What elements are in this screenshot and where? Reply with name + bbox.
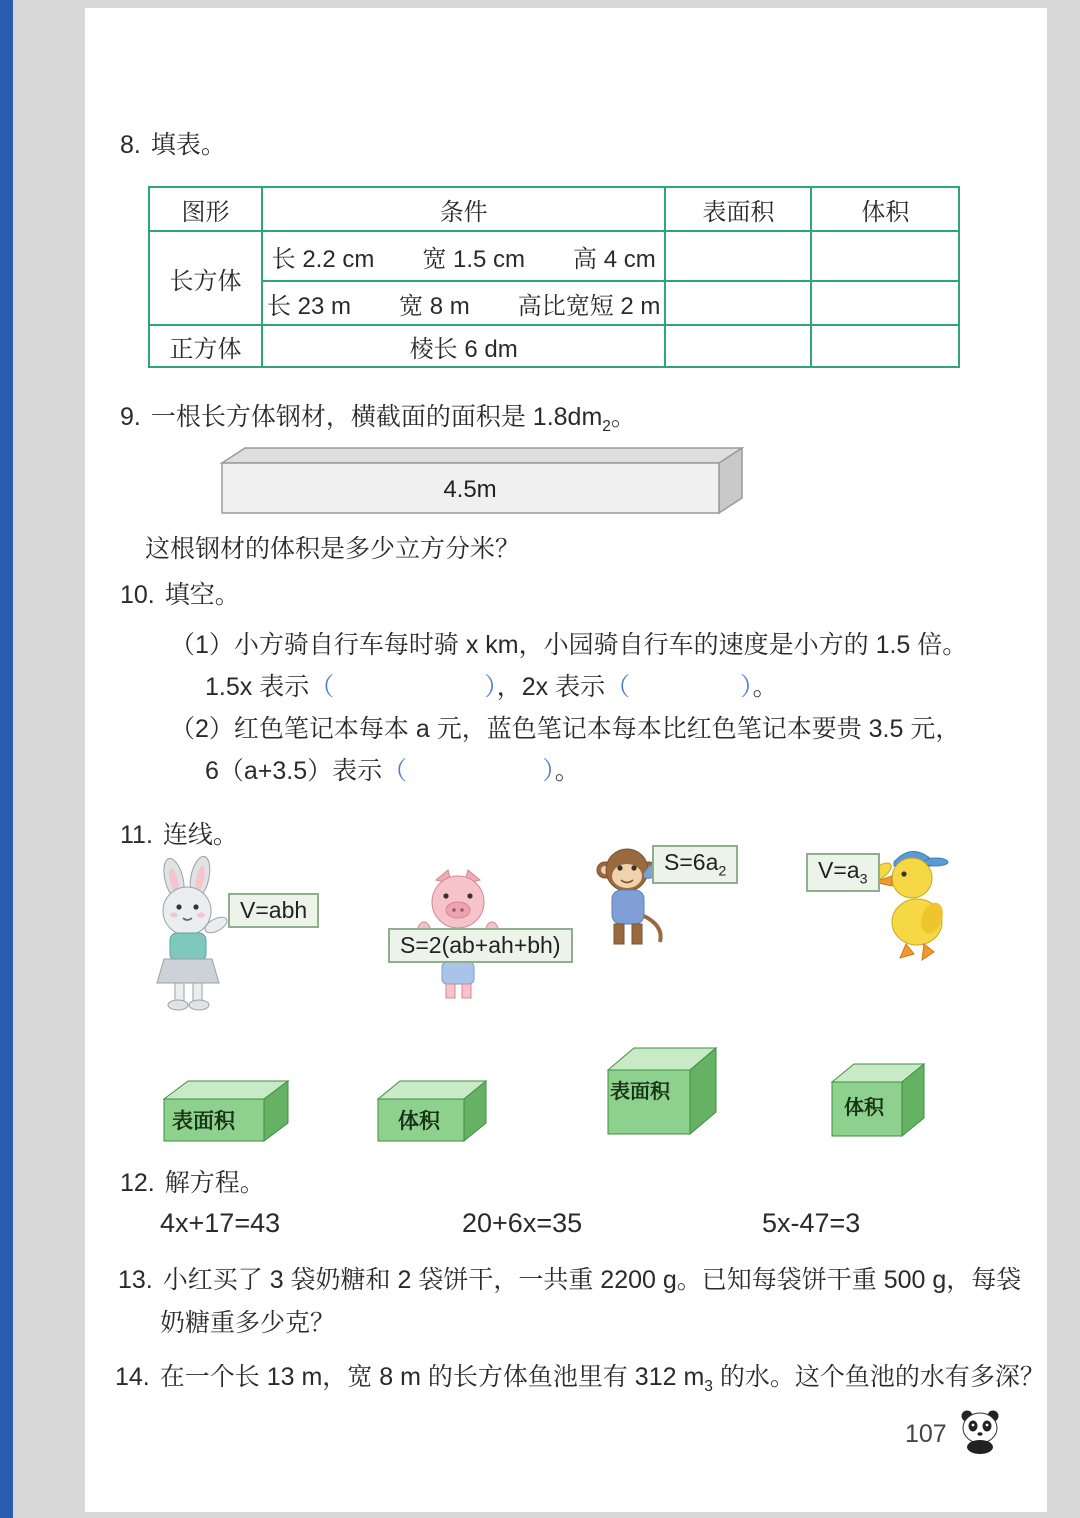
cell-volume-3: [811, 325, 959, 367]
q9-question: 这根钢材的体积是多少立方分米？: [145, 535, 521, 563]
formula-s-6a2-exp: 2: [718, 863, 727, 880]
formula-v-a3-exp: 3: [859, 871, 868, 888]
panda-icon: [955, 1408, 1005, 1454]
q11-title: 连线。: [162, 821, 238, 849]
header-surface-area: 表面积: [665, 187, 811, 231]
blank-paren-open: （: [309, 673, 335, 701]
q12-heading: [120, 1166, 265, 1200]
table-row: [149, 281, 959, 325]
cube-volume-2: [826, 1056, 931, 1141]
solid-label-surface-2: 表面积: [610, 1081, 670, 1103]
q11-heading: [120, 818, 238, 852]
solid-label-volume-1: 体积: [398, 1110, 440, 1133]
blank-paren-close: ）: [542, 757, 555, 785]
table-header-row: [149, 187, 959, 231]
q9-unit-exponent: 2: [602, 418, 611, 435]
rabbit-illustration: [140, 855, 245, 1015]
cuboid-volume-1: [372, 1075, 492, 1145]
q13-line2: 奶糖重多少克？: [160, 1309, 336, 1337]
blank-paren-open: （: [605, 673, 631, 701]
q10-item2-line1: （2）红色笔记本每本 a 元，蓝色笔记本每本比红色笔记本要贵 3.5 元，: [170, 715, 961, 743]
q14-unit-exponent: 3: [704, 1378, 713, 1395]
q9-heading: [120, 400, 636, 444]
q10-item1-line2: [205, 670, 778, 704]
formula-v-a3: [806, 853, 880, 892]
cell-cond-3: 棱长 6 dm: [262, 325, 665, 367]
q14-text-b: 的水。这个鱼池的水有多深？: [712, 1363, 1045, 1391]
formula-v-abh: V=abh: [228, 893, 319, 928]
formula-s-6a2: [652, 845, 738, 884]
page-left-accent-bar: [0, 0, 13, 1518]
cell-volume-1: [811, 231, 959, 281]
q8-title: 填表。: [150, 131, 226, 159]
equation-2: 20+6x=35: [462, 1208, 583, 1238]
q10-heading: [120, 578, 240, 612]
page-number: 107: [905, 1420, 947, 1448]
blank-paren-close: ）: [484, 673, 497, 701]
formula-v-a3-base: V=a: [818, 857, 860, 883]
q14-number: 14.: [115, 1363, 150, 1391]
cell-surface-3: [665, 325, 811, 367]
cell-cube: 正方体: [149, 325, 262, 367]
header-volume: 体积: [811, 187, 959, 231]
q10-i2-text-c: 。: [554, 757, 580, 785]
q13-text-1: 小红买了 3 袋奶糖和 2 袋饼干，一共重 2200 g。已知每袋饼干重 500 g，每袋: [162, 1266, 1022, 1294]
blank-paren-open: （: [382, 757, 408, 785]
q12-number: 12.: [120, 1169, 155, 1197]
equation-3: 5x-47=3: [762, 1208, 861, 1238]
equation-1: 4x+17=43: [160, 1208, 281, 1238]
cell-cond-1: 长 2.2 cm 宽 1.5 cm 高 4 cm: [262, 231, 665, 281]
cell-surface-2: [665, 281, 811, 325]
cell-cuboid: 长方体: [149, 231, 262, 325]
q10-title: 填空。: [164, 581, 240, 609]
solid-label-volume-2: 体积: [844, 1097, 884, 1119]
q12-title: 解方程。: [164, 1169, 265, 1197]
q11-number: 11.: [120, 821, 153, 849]
prism-length-label: 4.5m: [443, 476, 497, 503]
formula-s-6a2-base: S=6a: [664, 849, 719, 875]
q9-number: 9.: [120, 403, 141, 431]
q10-number: 10.: [120, 581, 155, 609]
formula-s-2abahbh: S=2(ab+ah+bh): [388, 928, 573, 963]
cell-surface-1: [665, 231, 811, 281]
q10-i1-text-a: 1.5x 表示: [205, 673, 310, 701]
header-shape: 图形: [149, 187, 262, 231]
q8-number: 8.: [120, 131, 141, 159]
cell-cond-2: 长 23 m 宽 8 m 高比宽短 2 m: [262, 281, 665, 325]
table-row: [149, 325, 959, 367]
table-row: [149, 231, 959, 281]
q10-i1-text-c: 。: [752, 673, 778, 701]
q10-item1-line1: （1）小方骑自行车每时骑 x km，小园骑自行车的速度是小方的 1.5 倍。: [170, 631, 968, 659]
solid-label-surface-1: 表面积: [172, 1110, 235, 1133]
q8-heading: [120, 128, 226, 162]
q10-item2-line2: [205, 754, 580, 788]
q14-text-a: 在一个长 13 m，宽 8 m 的长方体鱼池里有 312 m: [159, 1363, 705, 1391]
cube-surface-area-2: [602, 1040, 722, 1140]
steel-prism-figure: [205, 443, 760, 518]
cell-volume-2: [811, 281, 959, 325]
q9-intro: 一根长方体钢材，横截面的面积是 1.8dm: [150, 403, 603, 431]
header-condition: 条件: [262, 187, 665, 231]
cuboid-surface-area-1: [158, 1075, 293, 1145]
q14-line: [115, 1360, 1045, 1404]
q13-number: 13.: [118, 1266, 153, 1294]
q9-intro-end: 。: [610, 403, 636, 431]
q13-line1: [118, 1263, 1021, 1297]
q10-i1-text-b: ，2x 表示: [496, 673, 606, 701]
q10-i2-text-a: 6（a+3.5）表示: [205, 757, 383, 785]
q8-fill-table: [148, 186, 960, 368]
blank-paren-close: ）: [740, 673, 753, 701]
